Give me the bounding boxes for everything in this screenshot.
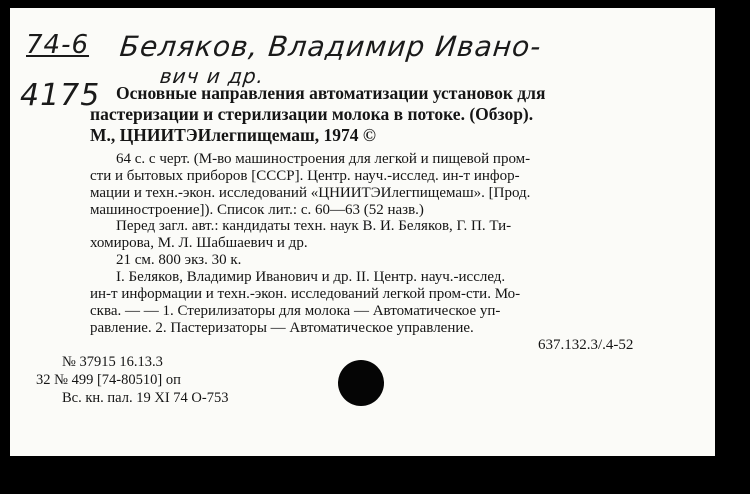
title-line-1: Основные направления автоматизации установок для [116,83,546,103]
handwritten-author-line2: вич и др. [158,64,266,88]
tracings-line-1: I. Беляков, Владимир Иванович и др. II. Центр. науч.-исслед. [116,269,506,285]
footer-line-3: Вс. кн. пал. 19 XI 74 О-753 [62,390,229,406]
catalog-card [10,8,715,456]
punch-hole [338,360,384,406]
footer-line-1: № 37915 16.13.3 [62,354,163,370]
description-line-1: 64 с. с черт. (М-во машиностроения для легкой и пищевой пром- [116,151,531,167]
authors-note-line-2: хомирова, М. Л. Шабшаевич и др. [90,235,308,251]
description-line-3: мации и техн.-экон. исследований «ЦНИИТЭИлегпищемаш». [Прод. [90,185,531,201]
format-line: 21 см. 800 экз. 30 к. [116,252,242,268]
description-line-2: сти и бытовых приборов [СССР]. Центр. науч.-исслед. ин-т инфор- [90,168,520,184]
handwritten-author-line1: Беляков, Владимир Ивано- [118,30,544,63]
tracings-line-3: сква. — — 1. Стерилизаторы для молока — Автоматическое уп- [90,303,501,319]
tracings-line-4: равление. 2. Пастеризаторы — Автоматическое управление. [90,320,474,336]
authors-note-line-1: Перед загл. авт.: кандидаты техн. наук В. И. Беляков, Г. П. Ти- [116,218,512,234]
title-line-2: пастеризации и стерилизации молока в потоке. (Обзор). [90,104,534,124]
footer-line-2: 32 № 499 [74-80510] оп [36,372,181,388]
title-line-3: М., ЦНИИТЭИлегпищемаш, 1974 © [90,125,377,145]
tracings-line-2: ин-т информации и техн.-экон. исследований легкой пром-сти. Мо- [90,286,521,302]
call-number-bottom: 4175 [20,78,101,113]
call-number-top: 74-6 [26,30,90,60]
classification-code: 637.132.3/.4-52 [538,337,634,353]
description-line-4: машиностроение]). Список лит.: с. 60—63 (52 назв.) [90,202,424,218]
